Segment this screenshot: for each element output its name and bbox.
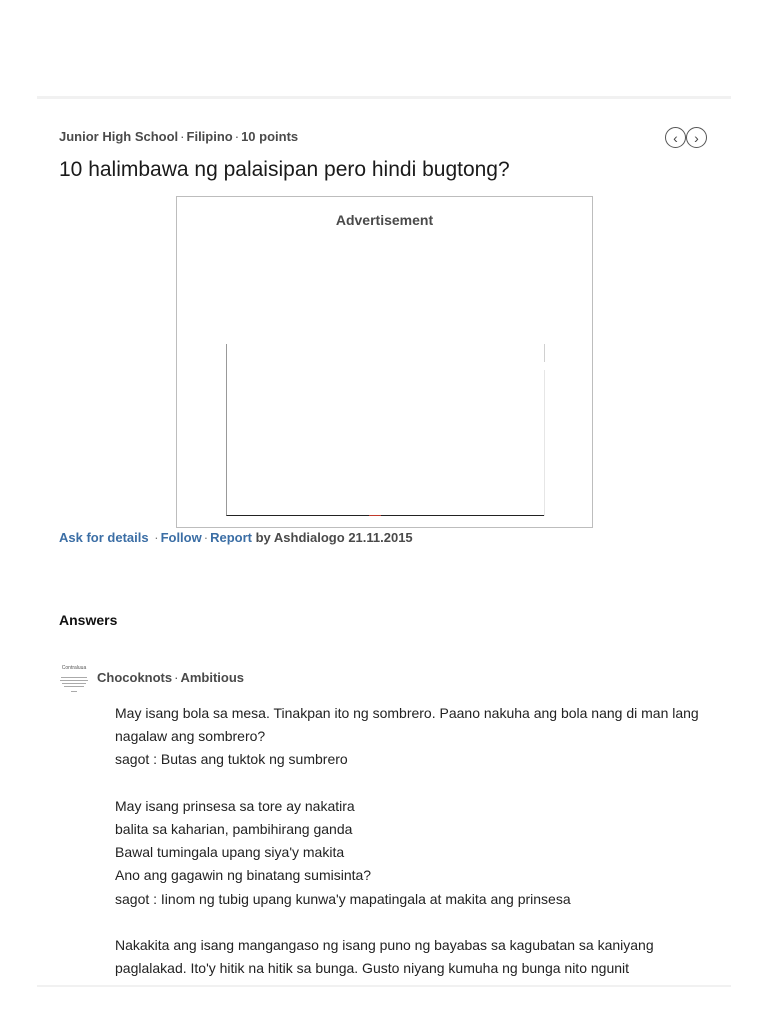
ask-for-details-link[interactable]: Ask for details [59,530,149,545]
question-date: 21.11.2015 [348,530,413,545]
answer-line: balita sa kaharian, pambihirang ganda [115,821,353,837]
answer-line: sagot : Butas ang tuktok ng sumbrero [115,751,348,768]
ad-frame-mark [369,515,381,516]
avatar-image [60,675,88,692]
advertisement-label: Advertisement [335,212,434,228]
paragraph-gap [115,911,715,934]
chevron-left-icon: ‹ [673,129,678,146]
avatar[interactable] [59,663,89,693]
answer-line: sagot : Iinom ng tubig upang kunwa'y mapatingala at makita ang prinsesa [115,890,571,907]
action-separator: · [203,530,209,545]
chevron-right-icon: › [694,129,699,146]
question-meta [59,129,298,144]
meta-separator: · [180,129,185,144]
answer-line: Ano ang gagawin ng binatang sumisinta? [115,867,372,884]
previous-question-button[interactable] [665,127,686,148]
ad-frame-edge [544,344,545,362]
top-divider [37,96,731,99]
question-actions [59,530,413,545]
answer-body [115,702,715,980]
question-subject[interactable]: Filipino [186,129,233,144]
question-nav [665,127,707,148]
next-question-button[interactable] [686,127,707,148]
advertisement-box [176,196,593,528]
ad-frame-edge [544,370,545,516]
answer-line: May isang prinsesa sa tore ay nakatira [115,797,355,814]
report-link[interactable]: Report [210,530,252,545]
answer-author-line [97,670,244,685]
advertisement-frame[interactable] [226,344,544,516]
by-text: by [255,530,271,545]
action-separator: · [154,530,159,545]
question-level[interactable]: Junior High School [59,129,179,144]
bottom-divider [37,985,731,987]
answer-line: Bawal tumingala upang siya'y makita [115,844,345,861]
answer-author-rank: Ambitious [180,670,245,685]
answers-heading: Answers [59,612,118,628]
question-points: 10 points [241,129,299,144]
avatar-text: Contraluua [61,665,87,671]
paragraph-gap [115,772,715,795]
author-separator: · [174,670,179,685]
follow-link[interactable]: Follow [160,530,202,545]
answer-line: Nakakita ang isang mangangaso ng isang puno ng bayabas sa kagubatan sa kaniyang paglalakad. Ito'y hitik na hitik sa bunga. Gusto niyang kumuha ng bunga nito ngunit [115,937,654,977]
answer-author[interactable]: Chocoknots [97,670,173,685]
answer-line: May isang bola sa mesa. Tinakpan ito ng sombrero. Paano nakuha ang bola nang di man lang nagalaw ang sombrero? [115,705,699,745]
meta-separator: · [234,129,240,144]
question-author[interactable]: Ashdialogo [273,530,345,545]
question-title: 10 halimbawa ng palaisipan pero hindi bugtong? [59,158,510,181]
